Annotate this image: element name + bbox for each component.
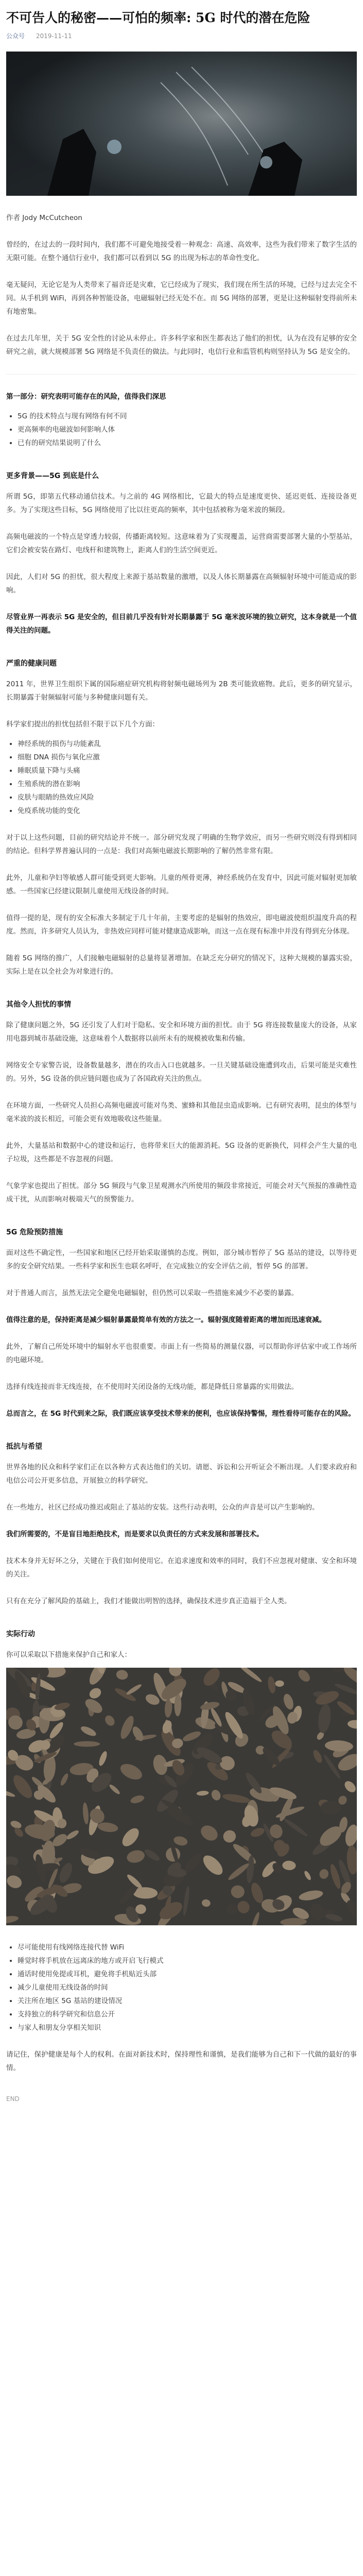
section5-para-4: 只有在充分了解风险的基础上，我们才能做出明智的选择，确保技术进步真正造福于全人类。: [6, 1597, 291, 1605]
section1-list: [6, 410, 357, 450]
list-item: • 减少儿童使用无线设备的时间: [18, 1981, 357, 1994]
section2-list: [6, 737, 357, 818]
section2-heading: 严重的健康问题: [6, 659, 57, 668]
section2-para-2: 科学家们提出的担忧包括但不限于以下几个方面：: [6, 720, 159, 728]
list-item: • 更高频率的电磁波如何影响人体: [18, 423, 357, 436]
leaf-shape: [74, 1741, 100, 1747]
list-item: • 与家人和朋友分享相关知识: [18, 2021, 357, 2035]
list-item: • 免疫系统功能的变化: [18, 804, 357, 818]
list-item: • 关注所在地区 5G 基站的建设情况: [18, 1994, 357, 2008]
section1-para-1: 所谓 5G，即第五代移动通信技术。与之前的 4G 网络相比，它最大的特点是速度更快、延迟更低、连接设备更多。为了实现这些目标，5G 网络使用了比以往更高的频率，其中包括被称为毫米波的频段。: [6, 493, 357, 514]
section5-bold-para: 我们所需要的，不是盲目地拒绝技术，而是要求以负责任的方式来发展和部署技术。: [6, 1530, 264, 1538]
section3-para-3: 在环境方面，一些研究人员担心高频电磁波可能对鸟类、蜜蜂和其他昆虫造成影响。已有研究表明，昆虫的体型与毫米波的波长相近，可能会更有效地吸收这些能量。: [6, 1101, 357, 1123]
section5-para-3: 技术本身并无好坏之分，关键在于我们如何使用它。在追求速度和效率的同时，我们不应忽视对健康、安全和环境的关注。: [6, 1557, 357, 1579]
source-link[interactable]: 公众号: [6, 32, 25, 40]
leaves-photo: [6, 1668, 357, 1925]
list-item: • 尽可能使用有线网络连接代替 WiFi: [18, 1941, 357, 1954]
list-item: • 睡觉时将手机放在远离床的地方或开启飞行模式: [18, 1954, 357, 1968]
section1-para-3: 因此，人们对 5G 的担忧，很大程度上来源于基站数量的激增，以及人体长期暴露在高频辐射环境中可能造成的影响。: [6, 573, 357, 595]
section1-para-2: 高频电磁波的一个特点是穿透力较弱，传播距离较短。这意味着为了实现覆盖，运营商需要部署大量的小型基站，它们会被安装在路灯、电线杆和建筑物上，距离人们的生活空间更近。: [6, 533, 357, 554]
section5-para-2: 在一些地方，社区已经成功推迟或阻止了基站的安装。这些行动表明，公众的声音是可以产生影响的。: [6, 1503, 319, 1512]
section2-para-4: 此外，儿童和孕妇等敏感人群可能受到更大影响。儿童的颅骨更薄，神经系统仍在发育中，因此可能对辐射更加敏感。一些国家已经建议限制儿童使用无线设备的时间。: [6, 874, 357, 895]
section6-heading: 实际行动: [6, 1630, 35, 1638]
closing-para: 请记住，保护健康是每个人的权利。在面对新技术时，保持理性和谨慎，是我们能够为自己和下一代做的最好的事情。: [6, 2050, 357, 2072]
section6-intro: 你可以采取以下措施来保护自己和家人：: [6, 1651, 131, 1659]
section4-bold-para: 值得注意的是，保持距离是减少辐射暴露最简单有效的方法之一。辐射强度随着距离的增加而迅速衰减。: [6, 1316, 326, 1324]
section3-para-1: 除了健康问题之外，5G 还引发了人们对于隐私、安全和环境方面的担忧。由于 5G 将连接数量庞大的设备，从家用电器到城市基础设施，这意味着个人数据将以前所未有的规模被收集和传输。: [6, 1021, 357, 1043]
list-item: • 已有的研究结果说明了什么: [18, 436, 357, 450]
section1-heading: 更多背景——5G 到底是什么: [6, 472, 99, 480]
section3-para-2: 网络安全专家警告说，设备数量越多，潜在的攻击入口也就越多。一旦关键基础设施遭到攻击，后果可能是灾难性的。另外，5G 设备的供应链问题也成为了各国政府关注的焦点。: [6, 1061, 357, 1083]
list-item: • 细胞 DNA 损伤与氧化应激: [18, 751, 357, 764]
article-footer: END: [6, 2095, 20, 2103]
article-content: [6, 5, 357, 2103]
section4-bold-para-2: 总而言之，在 5G 时代到来之际，我们既应该享受技术带来的便利，也应该保持警惕，理性看待可能存在的风险。: [6, 1410, 355, 1418]
hero-image: [6, 52, 357, 196]
section2-para-5: 值得一提的是，现有的安全标准大多制定于几十年前，主要考虑的是辐射的热效应，即电磁波使组织温度升高的程度。然而，许多研究人员认为，非热效应同样可能对健康造成影响，而这一点在现有标准中并没有得到充分体现。: [6, 914, 357, 936]
divider: [6, 374, 357, 375]
section6-list: [6, 1941, 357, 2035]
list-item: • 皮肤与眼睛的热效应风险: [18, 791, 357, 804]
section2-para-6: 随着 5G 网络的推广，人们接触电磁辐射的总量将显著增加。在缺乏充分研究的情况下，这种大规模的暴露实验，实际上是在以全社会为对象进行的。: [6, 954, 357, 976]
list-item: • 睡眠质量下降与头痛: [18, 764, 357, 777]
list-item: • 生殖系统的潜在影响: [18, 777, 357, 791]
section3-heading: 其他令人担忧的事情: [6, 1001, 71, 1009]
article-meta: [6, 31, 357, 40]
section1-bold-para: 尽管业界一再表示 5G 是安全的，但目前几乎没有针对长期暴露于 5G 毫米波环境的独立研究，这本身就是一个值得关注的问题。: [6, 613, 357, 635]
list-item: • 5G 的技术特点与现有网络有何不同: [18, 410, 357, 423]
section3-para-5: 气象学家也提出了担忧。部分 5G 频段与气象卫星观测水汽所使用的频段非常接近，可能会对天气预报的准确性造成干扰，从而影响对极端天气的预警能力。: [6, 1182, 357, 1204]
section4-heading: 5G 危险预防措施: [6, 1228, 63, 1236]
publish-date: 2019-11-11: [36, 32, 72, 40]
section1-lead: 第一部分：研究表明可能存在的风险，值得我们深思: [6, 393, 166, 401]
section4-para-1: 面对这些不确定性，一些国家和地区已经开始采取谨慎的态度。例如，部分城市暂停了 5G 基站的建设，以等待更多的安全研究结果。一些科学家和医生也联名呼吁，在完成独立的安全评估之前，暂停 5G 的部署。: [6, 1249, 357, 1270]
leaf-shape: [275, 1681, 284, 1687]
article-title: 不可告人的秘密——可怕的频率: 5G 时代的潜在危险: [6, 10, 310, 25]
section2-para-3: 对于以上这些问题，目前的研究结论并不统一。部分研究发现了明确的生物学效应，而另一些研究则没有得到相同的结论。但科学界普遍认同的一点是：我们对高频电磁波长期影响的了解仍然非常有限。: [6, 834, 357, 855]
author-line: 作者 Jody McCutcheon: [6, 214, 82, 222]
intro-para-1: 曾经的，在过去的一段时间内，我们都不可避免地接受着一种观念：高速、高效率，这些为我们带来了数字生活的无限可能。在整个通信行业中，我们都可以看到以 5G 的出现为标志的革命性变化。: [6, 241, 357, 262]
leaf-shape: [135, 1904, 146, 1914]
section4-para-3: 此外，了解自己所处环境中的辐射水平也很重要。市面上有一些简易的测量仪器，可以帮助你评估家中或工作场所的电磁环境。: [6, 1343, 357, 1364]
list-item: • 神经系统的损伤与功能紊乱: [18, 737, 357, 751]
section4-para-2: 对于普通人而言，虽然无法完全避免电磁辐射，但仍然可以采取一些措施来减少不必要的暴露。: [6, 1289, 298, 1297]
list-item: • 通话时使用免提或耳机，避免将手机贴近头部: [18, 1968, 357, 1981]
intro-para-3: 在过去几年里，关于 5G 安全性的讨论从未停止。许多科学家和医生都表达了他们的担忧，认为在没有足够的安全研究之前，就大规模部署 5G 网络是不负责任的做法。与此同时，电信行业和监管机构则坚持认为 5G 是安全的。: [6, 334, 357, 356]
section2-para-1: 2011 年，世界卫生组织下属的国际癌症研究机构将射频电磁场列为 2B 类可能致癌物。此后，更多的研究显示，长期暴露于射频辐射可能与多种健康问题有关。: [6, 680, 357, 702]
intro-para-2: 毫无疑问，无论它是为人类带来了福音还是灾难，它已经成为了现实，我们现在所生活的环境，已经与过去完全不同。从手机到 WiFi，再到各种智能设备，电磁辐射已经无处不在。而 5G 网络的部署，更是让这种辐射变得前所未有地密集。: [6, 281, 357, 316]
section5-heading: 抵抗与希望: [6, 1443, 42, 1451]
section5-para-1: 世界各地的民众和科学家们正在以各种方式表达他们的关切。请愿、诉讼和公开听证会不断出现。人们要求政府和电信公司公开更多信息，开展独立的科学研究。: [6, 1463, 357, 1485]
section3-para-4: 此外，大量基站和数据中心的建设和运行，也将带来巨大的能源消耗。5G 设备的更新换代，同样会产生大量的电子垃圾，这些都是不容忽视的问题。: [6, 1142, 357, 1163]
list-item: • 支持独立的科学研究和信息公开: [18, 2008, 357, 2021]
section4-para-4: 选择有线连接而非无线连接，在不使用时关闭设备的无线功能，都是降低日常暴露的实用做法。: [6, 1383, 298, 1391]
